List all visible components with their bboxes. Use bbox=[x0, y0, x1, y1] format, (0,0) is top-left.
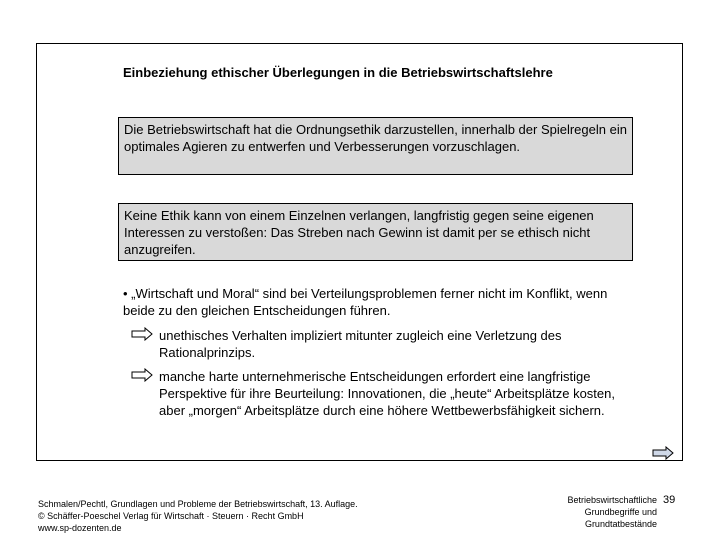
page-number: 39 bbox=[663, 494, 676, 506]
footer-chapter-line-1: Betriebswirtschaftliche bbox=[567, 495, 657, 505]
footer-chapter-line-2: Grundbegriffe und bbox=[584, 507, 657, 517]
footer-chapter-line-3: Grundtatbestände bbox=[584, 519, 657, 529]
footer-line-3: www.sp-dozenten.de bbox=[38, 523, 122, 533]
sub-point-text: unethisches Verhalten impliziert mitunter zugleich eine Verletzung des Rationalprinzips. bbox=[159, 328, 562, 360]
footer-chapter bbox=[545, 494, 657, 530]
arrow-right-icon bbox=[131, 327, 153, 341]
statement-box-2: Keine Ethik kann von einem Einzelnen verlangen, langfristig gegen seine eigenen Interessen zu verstoßen: Das Streben nach Gewinn ist damit per se ethisch nicht anzugreifen. bbox=[118, 203, 633, 261]
bullet-point: • „Wirtschaft und Moral“ sind bei Verteilungsproblemen ferner nicht im Konflikt, wenn beide zu den gleichen Entscheidungen führen. bbox=[123, 286, 608, 318]
sub-point-text: manche harte unternehmerische Entscheidungen erfordert eine langfristige Perspektive für ihre Beurteilung: Innovationen, die „heute“ Arbeitsplätze kosten, aber „morgen“ Arbeitsplätze durch eine höhere Wettbewerbsfähigkeit sichern. bbox=[159, 369, 615, 418]
arrow-right-icon bbox=[131, 368, 153, 382]
next-slide-arrow-icon[interactable] bbox=[652, 446, 674, 460]
statement-box-1: Die Betriebswirtschaft hat die Ordnungsethik darzustellen, innerhalb der Spielregeln ein optimales Agieren zu entwerfen und Verbesserungen vorzuschlagen. bbox=[118, 117, 633, 175]
slide-title: Einbeziehung ethischer Überlegungen in die Betriebswirtschaftslehre bbox=[123, 65, 553, 80]
footer-line-2: © Schäffer-Poeschel Verlag für Wirtschaft · Steuern · Recht GmbH bbox=[38, 511, 304, 521]
footer-line-1: Schmalen/Pechtl, Grundlagen und Probleme der Betriebswirtschaft, 13. Auflage. bbox=[38, 499, 358, 509]
footer-citation bbox=[38, 498, 358, 534]
